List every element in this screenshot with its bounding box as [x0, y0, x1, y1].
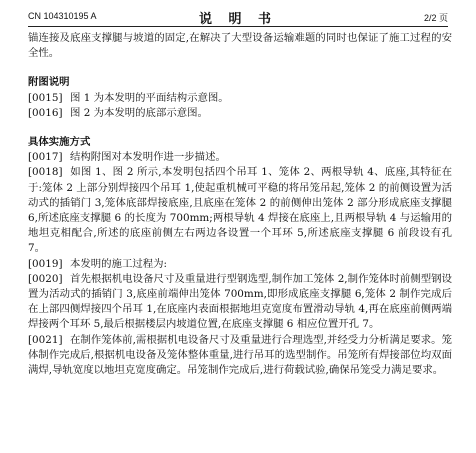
paragraph-0020	[28, 272, 452, 333]
page-title: 说 明 书	[198, 12, 278, 27]
page-number: 2/2 页	[423, 13, 448, 23]
paragraph-number: [0021]	[28, 333, 63, 346]
paragraph-0018	[28, 165, 452, 256]
header-divider	[28, 26, 448, 27]
paragraph-number: [0015]	[28, 91, 63, 104]
paragraph-number: [0017]	[28, 151, 63, 164]
paragraph-text: 图 2 为本发明的底部示意图。	[70, 106, 208, 119]
paragraph-0017	[28, 150, 452, 165]
paragraph-text: 在制作笼体前,需根据机电设备尺寸及重量进行合理选型,并经受力分析满足要求。笼体制作完成后,根据机电设备及笼体整体重量,进行吊耳的选型制作。吊笼所有焊接部位均双面满焊,导轨宽度以地坦克宽度确定。吊笼制作完成后,进行荷载试验,确保吊笼受力满足要求。	[28, 333, 452, 377]
paragraph-text: 如图 1、图 2 所示,本发明包括四个吊耳 1、笼体 2、两根导轨 4、底座,其特征在于:笼体 2 上部分别焊接四个吊耳 1,使起重机械可平稳的将吊笼吊起,笼体 2 的前侧设置为活动式的插销门 3,笼体底部焊接底座,且底座在笼体 2 的前侧伸出笼体 2 部分形成底座支撑腿 6,所述底座支撑腿 6 的长度为 700mm;两根导轨 4 焊接在底座上,且两根导轨 4 与运输用的地坦克相配合,所述的底座前侧左右两边各设置一个耳环 5,所述底座支撑腿 6 前段设有孔 7。	[28, 166, 452, 255]
paragraph-number: [0020]	[28, 272, 63, 285]
paragraph-text: 图 1 为本发明的平面结构示意图。	[70, 91, 229, 104]
page-header	[28, 9, 448, 25]
embodiment-heading: 具体实施方式	[28, 136, 91, 149]
paragraph-text: 本发明的施工过程为:	[70, 257, 168, 270]
paragraph-0019	[28, 257, 452, 272]
patent-number: CN 104310195 A	[28, 11, 97, 21]
paragraph-text: 结构附图对本发明作进一步描述。	[70, 151, 226, 164]
document-body	[28, 31, 452, 378]
paragraph-number: [0016]	[28, 106, 63, 119]
paragraph-text: 首先根据机电设备尺寸及重量进行型钢选型,制作加工笼体 2,制作笼体时前侧型钢设置为活动式的插销门 3,底座前端伸出笼体 700mm,即形成底座支撑腿 6,笼体 2 制作完成后在上部四侧焊接四个吊耳 1,在底座内表面根据地坦克宽度布置滑动导轨 4,再在底座前侧两端焊接两个耳环 5,最后根据楼层内坡道位置,在底座支撑腿 6 相应位置开孔 7。	[28, 272, 452, 331]
paragraph-0021	[28, 333, 452, 379]
drawings-heading: 附图说明	[28, 76, 70, 89]
paragraph-number: [0018]	[28, 166, 63, 179]
paragraph-0016	[28, 106, 452, 121]
paragraph-0015	[28, 91, 452, 106]
paragraph-number: [0019]	[28, 257, 63, 270]
intro-paragraph: 锚连接及底座支撑腿与坡道的固定,在解决了大型设备运输难题的同时也保证了施工过程的安全性。	[28, 32, 452, 60]
